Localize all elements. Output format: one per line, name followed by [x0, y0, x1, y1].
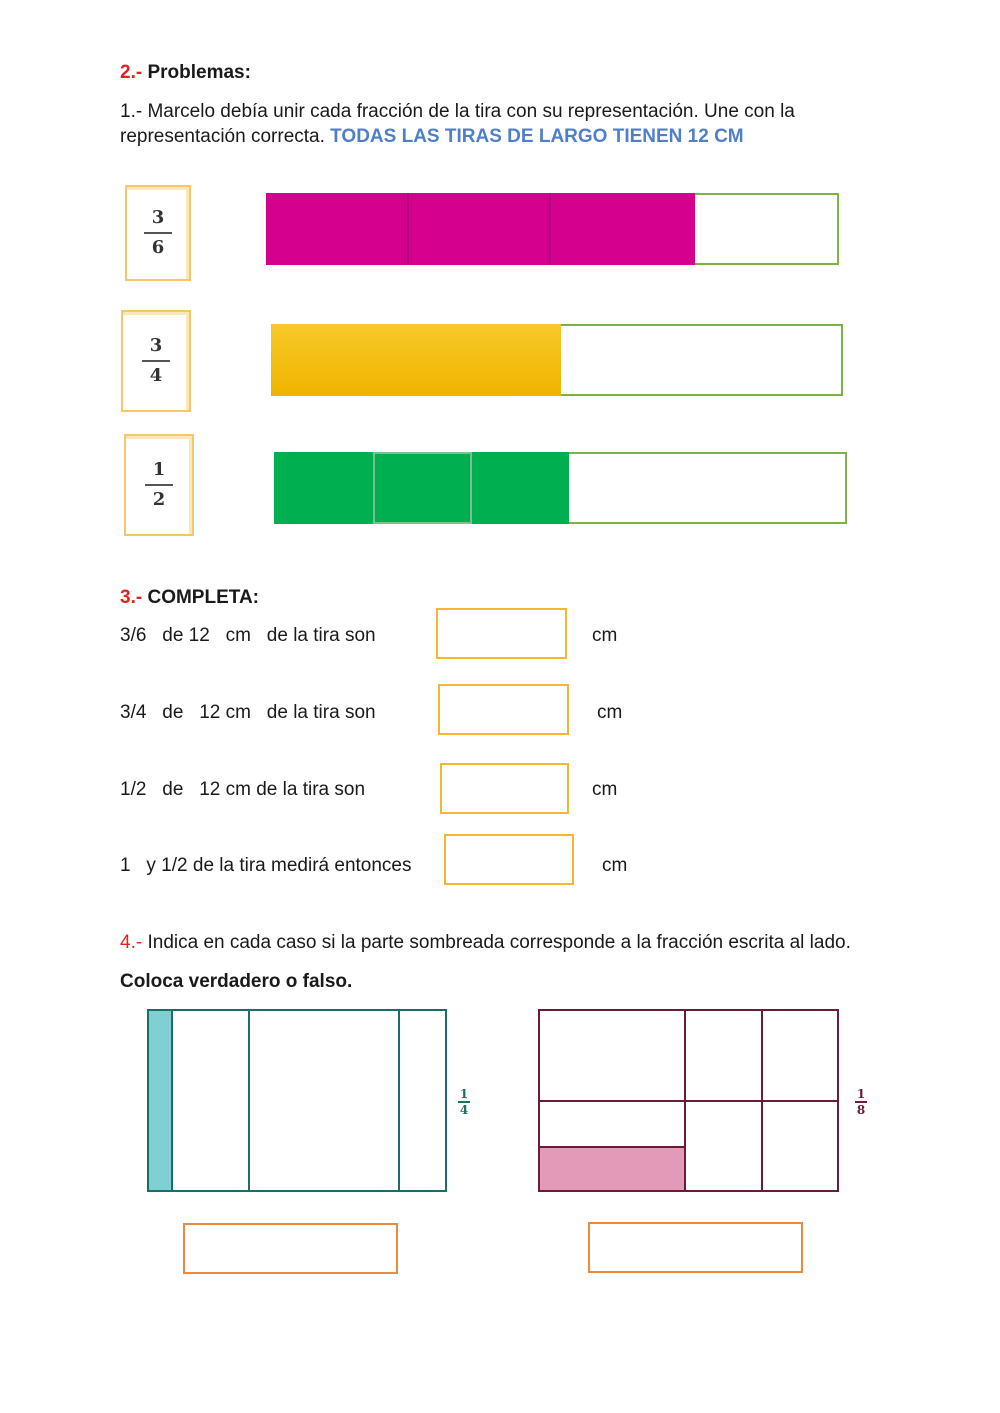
denominator: 8: [856, 1103, 866, 1117]
figure-2-divider: [761, 1011, 763, 1190]
numerator: 1: [856, 1087, 866, 1101]
section-4-prompt: [120, 930, 851, 955]
fraction-bar: [142, 360, 170, 362]
answer-box-1[interactable]: [436, 608, 567, 659]
fraction-bar: [144, 232, 172, 234]
unit-cm-1: cm: [592, 625, 618, 646]
figure-2-divider: [540, 1100, 837, 1102]
section-2-heading: [120, 60, 251, 85]
section-2-title: Problemas:: [147, 62, 251, 83]
problem-1-prompt: [120, 99, 880, 149]
true-false-answer-2[interactable]: [588, 1222, 803, 1273]
answer-box-2[interactable]: [438, 684, 569, 735]
section-2-number: 2.-: [120, 62, 143, 83]
strip-gold[interactable]: [271, 324, 843, 396]
denominator: 6: [151, 237, 165, 258]
figure-1-rectangle: [147, 1009, 447, 1192]
strip-green[interactable]: [274, 452, 847, 524]
section-3-number: 3.-: [120, 587, 143, 608]
section-3-title: COMPLETA:: [147, 587, 259, 608]
numerator: 1: [459, 1087, 469, 1101]
figure-2-divider: [540, 1146, 684, 1148]
true-false-instruction: Coloca verdadero o falso.: [120, 971, 353, 992]
figure-1-shaded-part: [149, 1011, 171, 1190]
complete-row-4-text: 1 y 1/2 de la tira medirá entonces: [120, 855, 412, 876]
section-4-text: Indica en cada caso si la parte sombreada corresponde a la fracción escrita al lado.: [147, 932, 851, 953]
strip-green-part-2: [373, 452, 472, 524]
strip-magenta-part-1: [266, 193, 409, 265]
strip-gold-fill: [271, 324, 561, 396]
strip-magenta[interactable]: [266, 193, 839, 265]
unit-cm-3: cm: [592, 779, 618, 800]
numerator: 1: [152, 459, 166, 480]
problem-1-text: 1.- Marcelo debía unir cada fracción de la tira con su representación. Une con la representación correcta.: [120, 101, 795, 147]
figure-2-fraction: [853, 1088, 869, 1116]
fraction-1-2: [126, 459, 192, 511]
figure-1-divider: [171, 1011, 173, 1190]
fraction-3-4: [123, 335, 189, 387]
complete-row-2-text: 3/4 de 12 cm de la tira son: [120, 702, 376, 723]
figure-2-shaded-part: [540, 1148, 684, 1190]
numerator: 3: [149, 335, 163, 356]
figure-2-divider: [684, 1011, 686, 1190]
fraction-3-6: [127, 207, 189, 259]
figure-1-divider: [398, 1011, 400, 1190]
section-3-heading: [120, 585, 259, 610]
fraction-card-3-6[interactable]: [125, 185, 191, 281]
strip-length-note: TODAS LAS TIRAS DE LARGO TIENEN 12 CM: [330, 126, 744, 147]
unit-cm-4: cm: [602, 855, 628, 876]
true-false-answer-1[interactable]: [183, 1223, 398, 1274]
complete-row-3-text: 1/2 de 12 cm de la tira son: [120, 779, 366, 800]
figure-1-fraction: [456, 1088, 472, 1116]
strip-green-part-1: [274, 452, 373, 524]
figure-2-rectangle: [538, 1009, 839, 1192]
denominator: 2: [152, 489, 166, 510]
denominator: 4: [459, 1103, 469, 1117]
strip-magenta-part-3: [551, 193, 695, 265]
fraction-bar: [145, 484, 173, 486]
fraction-card-1-2[interactable]: [124, 434, 194, 536]
fraction-card-3-4[interactable]: [121, 310, 191, 412]
denominator: 4: [149, 365, 163, 386]
numerator: 3: [151, 207, 165, 228]
figure-1-divider: [248, 1011, 250, 1190]
answer-box-4[interactable]: [444, 834, 574, 885]
strip-green-part-3: [472, 452, 569, 524]
answer-box-3[interactable]: [440, 763, 569, 814]
complete-row-1-text: 3/6 de 12 cm de la tira son: [120, 625, 376, 646]
section-4-number: 4.-: [120, 932, 143, 953]
strip-magenta-part-2: [409, 193, 551, 265]
unit-cm-2: cm: [597, 702, 623, 723]
